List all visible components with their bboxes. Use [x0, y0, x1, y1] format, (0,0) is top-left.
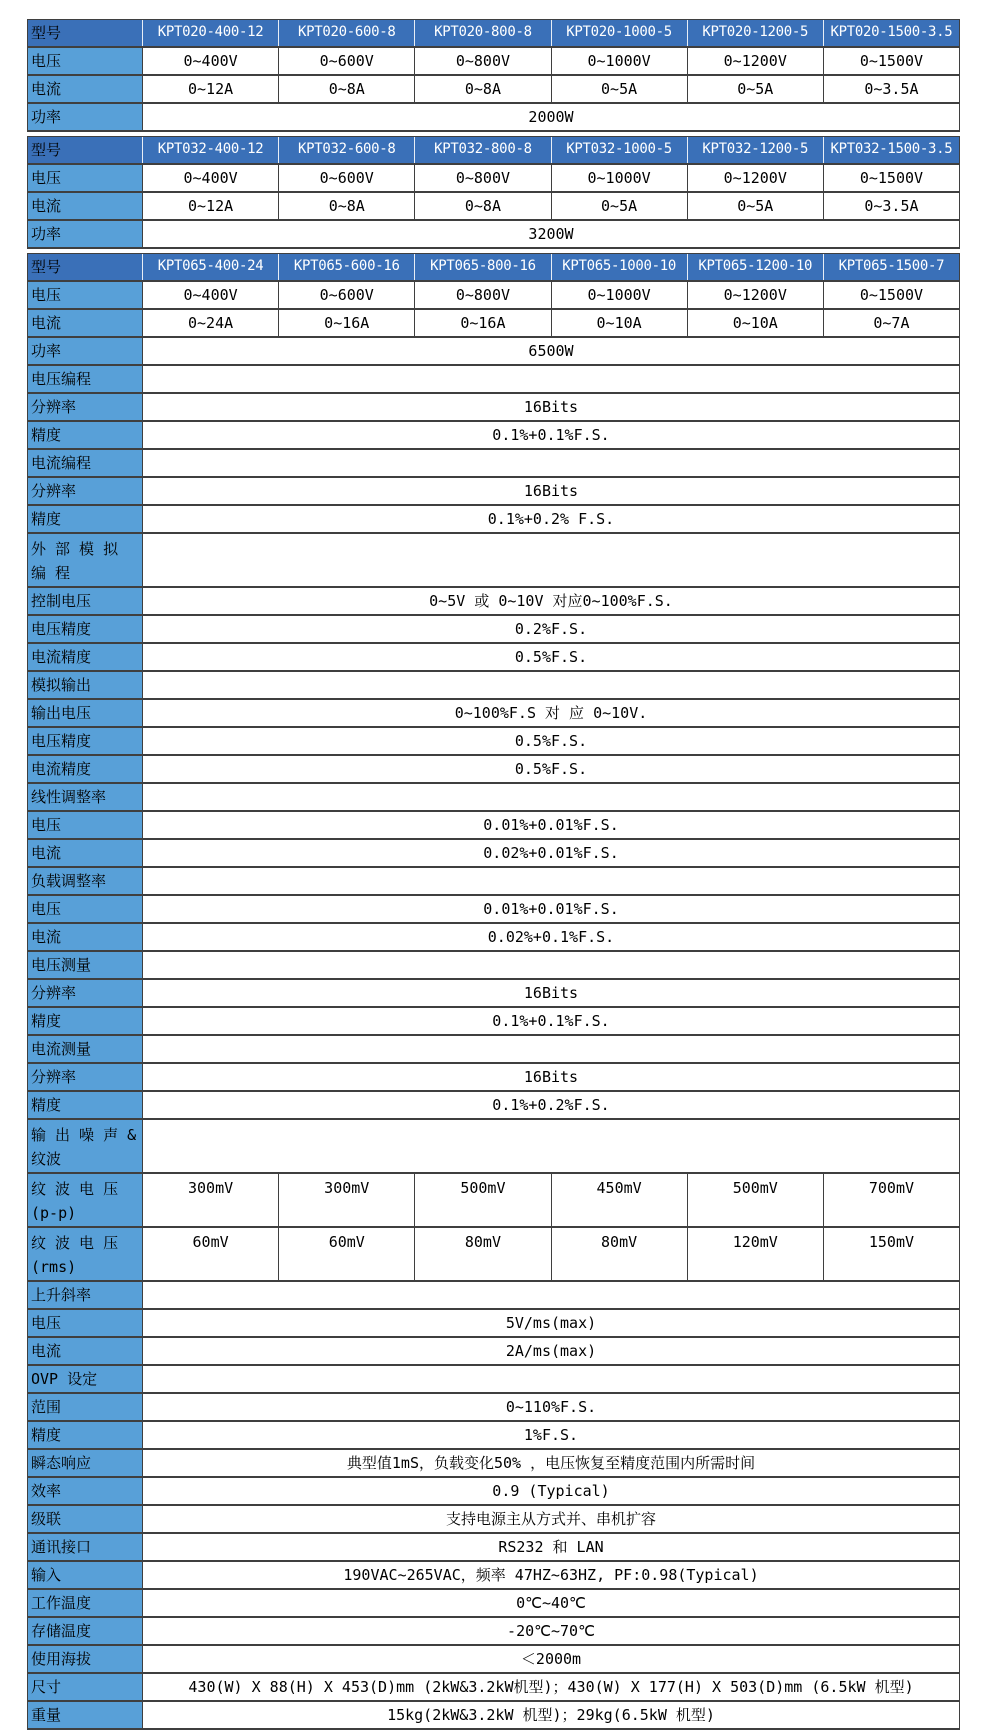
- table-row: [27, 1310, 960, 1338]
- spec-value-cell: 0~16A: [415, 310, 551, 336]
- table-row: [27, 1394, 960, 1422]
- spec-value-cell: 0~8A: [279, 193, 415, 219]
- row-label-cell: 效率: [27, 1478, 143, 1504]
- row-label-cell: 电压精度: [27, 616, 143, 642]
- spec-value-cell: 16Bits: [143, 980, 960, 1006]
- spec-value-cell: 0~1000V: [552, 165, 688, 191]
- row-label-cell: 分辨率: [27, 478, 143, 504]
- row-label-cell: 精度: [27, 1092, 143, 1118]
- model-name-cell: KPT032-800-8: [415, 137, 551, 163]
- table-row: [27, 221, 960, 249]
- spec-value-cell: 0~12A: [143, 193, 279, 219]
- table-row: [27, 588, 960, 616]
- spec-value-cell: 0~5A: [688, 76, 824, 102]
- model-header-row: [27, 19, 960, 48]
- row-label-cell: 型号: [27, 137, 143, 163]
- spec-value-cell: 500mV: [415, 1174, 551, 1226]
- row-label-cell: 电压: [27, 896, 143, 922]
- table-row: [27, 422, 960, 450]
- table-row: [27, 644, 960, 672]
- table-row: [27, 756, 960, 784]
- empty-section-cell: [143, 450, 960, 476]
- table-row: [27, 1036, 960, 1064]
- table-row: [27, 1618, 960, 1646]
- empty-section-cell: [143, 366, 960, 392]
- spec-value-cell: 2000W: [143, 104, 960, 130]
- row-label-cell: 电压: [27, 812, 143, 838]
- row-label-cell: 精度: [27, 422, 143, 448]
- row-label-cell: 尺寸: [27, 1674, 143, 1700]
- table-row: [27, 1646, 960, 1674]
- table-row: [27, 840, 960, 868]
- spec-value-cell: 430(W) X 88(H) X 453(D)mm (2kW&3.2kW机型)；430(W) X 177(H) X 503(D)mm (6.5kW 机型): [143, 1674, 960, 1700]
- table-row: [27, 812, 960, 840]
- spec-value-cell: 0~8A: [415, 193, 551, 219]
- spec-value-cell: 0~8A: [415, 76, 551, 102]
- spec-value-cell: 0.5%F.S.: [143, 756, 960, 782]
- spec-value-cell: 0~1500V: [824, 165, 960, 191]
- model-name-cell: KPT065-1500-7: [824, 254, 960, 280]
- table-row: [27, 1702, 960, 1730]
- table-row: [27, 366, 960, 394]
- spec-value-cell: 0~1200V: [688, 165, 824, 191]
- row-label-cell: 电流: [27, 193, 143, 219]
- spec-value-cell: 0~10A: [688, 310, 824, 336]
- row-label-cell: 电流: [27, 76, 143, 102]
- table-row: [27, 193, 960, 221]
- model-name-cell: KPT020-600-8: [279, 20, 415, 46]
- spec-value-cell: 0~16A: [279, 310, 415, 336]
- spec-value-cell: 0~600V: [279, 165, 415, 191]
- spec-value-cell: 1%F.S.: [143, 1422, 960, 1448]
- model-name-cell: KPT032-1000-5: [552, 137, 688, 163]
- row-label-cell: 电压: [27, 48, 143, 74]
- table-row: [27, 1674, 960, 1702]
- model-header-row: [27, 253, 960, 282]
- spec-value-cell: 0~100%F.S 对 应 0~10V.: [143, 700, 960, 726]
- row-label-cell: 电压精度: [27, 728, 143, 754]
- spec-value-cell: 0~5A: [552, 193, 688, 219]
- empty-section-cell: [143, 1366, 960, 1392]
- table-row: [27, 784, 960, 812]
- spec-value-cell: 0~1200V: [688, 282, 824, 308]
- table-row: [27, 1450, 960, 1478]
- table-row: [27, 394, 960, 422]
- spec-value-cell: 60mV: [279, 1228, 415, 1280]
- row-label-cell: 电压: [27, 165, 143, 191]
- spec-value-cell: 0~1500V: [824, 48, 960, 74]
- spec-value-cell: 0.1%+0.1%F.S.: [143, 422, 960, 448]
- spec-value-cell: 16Bits: [143, 1064, 960, 1090]
- row-label-cell: 通讯接口: [27, 1534, 143, 1560]
- spec-value-cell: 0~1500V: [824, 282, 960, 308]
- model-name-cell: KPT032-1200-5: [688, 137, 824, 163]
- table-row: [27, 868, 960, 896]
- section-title-cell: 模拟输出: [27, 672, 143, 698]
- table-row: [27, 728, 960, 756]
- spec-value-cell: -20℃~70℃: [143, 1618, 960, 1644]
- spec-value-cell: 0~1200V: [688, 48, 824, 74]
- spec-value-cell: 0~1000V: [552, 282, 688, 308]
- table-row: [27, 1478, 960, 1506]
- spec-value-cell: 6500W: [143, 338, 960, 364]
- row-label-cell: 级联: [27, 1506, 143, 1532]
- spec-value-cell: 80mV: [415, 1228, 551, 1280]
- table-row: [27, 506, 960, 534]
- spec-value-cell: 300mV: [143, 1174, 279, 1226]
- row-label-cell: 电压: [27, 1310, 143, 1336]
- spec-value-cell: 0~400V: [143, 282, 279, 308]
- spec-value-cell: 0~3.5A: [824, 193, 960, 219]
- row-label-cell: 分辨率: [27, 394, 143, 420]
- model-name-cell: KPT020-400-12: [143, 20, 279, 46]
- model-name-cell: KPT065-600-16: [279, 254, 415, 280]
- row-label-cell: 纹 波 电 压 (rms): [27, 1228, 143, 1280]
- spec-value-cell: 典型值1mS，负载变化50% ，电压恢复至精度范围内所需时间: [143, 1450, 960, 1476]
- spec-value-cell: 支持电源主从方式并、串机扩容: [143, 1506, 960, 1532]
- table-row: [27, 76, 960, 104]
- row-label-cell: 重量: [27, 1702, 143, 1728]
- spec-value-cell: 0~110%F.S.: [143, 1394, 960, 1420]
- spec-value-cell: 0~1000V: [552, 48, 688, 74]
- empty-section-cell: [143, 1282, 960, 1308]
- row-label-cell: 功率: [27, 338, 143, 364]
- row-label-cell: 功率: [27, 104, 143, 130]
- spec-value-cell: 0.1%+0.2%F.S.: [143, 1092, 960, 1118]
- table-row: [27, 1282, 960, 1310]
- row-label-cell: 功率: [27, 221, 143, 247]
- table-row: [27, 310, 960, 338]
- section-title-cell: OVP 设定: [27, 1366, 143, 1392]
- row-label-cell: 精度: [27, 1422, 143, 1448]
- row-label-cell: 电流: [27, 310, 143, 336]
- table-row: [27, 672, 960, 700]
- spec-value-cell: 0~7A: [824, 310, 960, 336]
- model-header-row: [27, 136, 960, 165]
- spec-value-cell: 0~10A: [552, 310, 688, 336]
- model-name-cell: KPT065-800-16: [415, 254, 551, 280]
- table-row: [27, 282, 960, 310]
- row-label-cell: 电压: [27, 282, 143, 308]
- spec-value-cell: 120mV: [688, 1228, 824, 1280]
- model-name-cell: KPT020-1000-5: [552, 20, 688, 46]
- model-name-cell: KPT032-1500-3.5: [824, 137, 960, 163]
- row-label-cell: 电流精度: [27, 644, 143, 670]
- row-label-cell: 精度: [27, 506, 143, 532]
- spec-value-cell: 0.02%+0.1%F.S.: [143, 924, 960, 950]
- spec-value-cell: 0.01%+0.01%F.S.: [143, 896, 960, 922]
- row-label-cell: 纹 波 电 压 (p-p): [27, 1174, 143, 1226]
- spec-value-cell: 300mV: [279, 1174, 415, 1226]
- table-row: [27, 534, 960, 588]
- spec-value-cell: 0~24A: [143, 310, 279, 336]
- table-row: [27, 1008, 960, 1036]
- row-label-cell: 范围: [27, 1394, 143, 1420]
- row-label-cell: 电流: [27, 924, 143, 950]
- empty-section-cell: [143, 534, 960, 586]
- table-row: [27, 1064, 960, 1092]
- table-row: [27, 1092, 960, 1120]
- spec-value-cell: 0~3.5A: [824, 76, 960, 102]
- spec-value-cell: 5V/ms(max): [143, 1310, 960, 1336]
- table-row: [27, 1338, 960, 1366]
- table-row: [27, 48, 960, 76]
- table-row: [27, 1366, 960, 1394]
- section-title-cell: 电流测量: [27, 1036, 143, 1062]
- table-row: [27, 616, 960, 644]
- table-row: [27, 924, 960, 952]
- spec-value-cell: 0.2%F.S.: [143, 616, 960, 642]
- table-row: [27, 1228, 960, 1282]
- row-label-cell: 电流: [27, 840, 143, 866]
- spec-value-cell: 0~400V: [143, 48, 279, 74]
- model-name-cell: KPT065-400-24: [143, 254, 279, 280]
- empty-section-cell: [143, 672, 960, 698]
- spec-value-cell: 15kg(2kW&3.2kW 机型)；29kg(6.5kW 机型): [143, 1702, 960, 1728]
- table-row: [27, 478, 960, 506]
- section-title-cell: 外 部 模 拟 编 程: [27, 534, 143, 586]
- table-row: [27, 1562, 960, 1590]
- spec-value-cell: 0℃~40℃: [143, 1590, 960, 1616]
- spec-value-cell: 150mV: [824, 1228, 960, 1280]
- spec-value-cell: 0~800V: [415, 48, 551, 74]
- row-label-cell: 控制电压: [27, 588, 143, 614]
- spec-value-cell: 80mV: [552, 1228, 688, 1280]
- model-name-cell: KPT032-400-12: [143, 137, 279, 163]
- model-name-cell: KPT020-1500-3.5: [824, 20, 960, 46]
- table-row: [27, 700, 960, 728]
- spec-value-cell: 700mV: [824, 1174, 960, 1226]
- spec-value-cell: 0~600V: [279, 282, 415, 308]
- table-row: [27, 1506, 960, 1534]
- table-row: [27, 165, 960, 193]
- row-label-cell: 使用海拔: [27, 1646, 143, 1672]
- row-label-cell: 输出电压: [27, 700, 143, 726]
- table-row: [27, 896, 960, 924]
- table-row: [27, 1422, 960, 1450]
- power-supply-spec-table: [27, 19, 960, 1730]
- spec-value-cell: 0~5A: [552, 76, 688, 102]
- empty-section-cell: [143, 868, 960, 894]
- empty-section-cell: [143, 1120, 960, 1172]
- table-row: [27, 1174, 960, 1228]
- model-name-cell: KPT020-1200-5: [688, 20, 824, 46]
- model-name-cell: KPT065-1200-10: [688, 254, 824, 280]
- model-name-cell: KPT020-800-8: [415, 20, 551, 46]
- spec-value-cell: 0.5%F.S.: [143, 728, 960, 754]
- row-label-cell: 精度: [27, 1008, 143, 1034]
- section-title-cell: 线性调整率: [27, 784, 143, 810]
- spec-value-cell: 0.9 (Typical): [143, 1478, 960, 1504]
- spec-value-cell: 450mV: [552, 1174, 688, 1226]
- table-row: [27, 1120, 960, 1174]
- spec-value-cell: 0~12A: [143, 76, 279, 102]
- row-label-cell: 存储温度: [27, 1618, 143, 1644]
- spec-value-cell: 0~800V: [415, 165, 551, 191]
- spec-value-cell: 0.5%F.S.: [143, 644, 960, 670]
- section-title-cell: 电压编程: [27, 366, 143, 392]
- section-title-cell: 输 出 噪 声 & 纹波: [27, 1120, 143, 1172]
- row-label-cell: 瞬态响应: [27, 1450, 143, 1476]
- spec-value-cell: ＜2000m: [143, 1646, 960, 1672]
- spec-value-cell: 16Bits: [143, 478, 960, 504]
- table-row: [27, 450, 960, 478]
- table-row: [27, 952, 960, 980]
- row-label-cell: 型号: [27, 254, 143, 280]
- row-label-cell: 工作温度: [27, 1590, 143, 1616]
- spec-value-cell: 0~5V 或 0~10V 对应0~100%F.S.: [143, 588, 960, 614]
- table-row: [27, 980, 960, 1008]
- section-title-cell: 电流编程: [27, 450, 143, 476]
- table-row: [27, 1590, 960, 1618]
- spec-value-cell: 0.02%+0.01%F.S.: [143, 840, 960, 866]
- empty-section-cell: [143, 784, 960, 810]
- spec-value-cell: 0~800V: [415, 282, 551, 308]
- section-title-cell: 电压测量: [27, 952, 143, 978]
- section-title-cell: 负载调整率: [27, 868, 143, 894]
- model-name-cell: KPT065-1000-10: [552, 254, 688, 280]
- row-label-cell: 输入: [27, 1562, 143, 1588]
- spec-value-cell: 0.1%+0.1%F.S.: [143, 1008, 960, 1034]
- row-label-cell: 电流精度: [27, 756, 143, 782]
- spec-value-cell: 0~600V: [279, 48, 415, 74]
- spec-value-cell: 0~400V: [143, 165, 279, 191]
- spec-value-cell: 16Bits: [143, 394, 960, 420]
- row-label-cell: 电流: [27, 1338, 143, 1364]
- spec-value-cell: 3200W: [143, 221, 960, 247]
- table-row: [27, 338, 960, 366]
- spec-value-cell: 60mV: [143, 1228, 279, 1280]
- table-row: [27, 1534, 960, 1562]
- spec-value-cell: 0.01%+0.01%F.S.: [143, 812, 960, 838]
- row-label-cell: 型号: [27, 20, 143, 46]
- spec-value-cell: RS232 和 LAN: [143, 1534, 960, 1560]
- row-label-cell: 分辨率: [27, 1064, 143, 1090]
- table-row: [27, 104, 960, 132]
- row-label-cell: 分辨率: [27, 980, 143, 1006]
- spec-value-cell: 500mV: [688, 1174, 824, 1226]
- spec-value-cell: 0~8A: [279, 76, 415, 102]
- spec-value-cell: 2A/ms(max): [143, 1338, 960, 1364]
- section-title-cell: 上升斜率: [27, 1282, 143, 1308]
- spec-value-cell: 0.1%+0.2% F.S.: [143, 506, 960, 532]
- empty-section-cell: [143, 1036, 960, 1062]
- model-name-cell: KPT032-600-8: [279, 137, 415, 163]
- empty-section-cell: [143, 952, 960, 978]
- spec-value-cell: 0~5A: [688, 193, 824, 219]
- spec-value-cell: 190VAC~265VAC，频率 47HZ~63HZ, PF:0.98(Typical): [143, 1562, 960, 1588]
